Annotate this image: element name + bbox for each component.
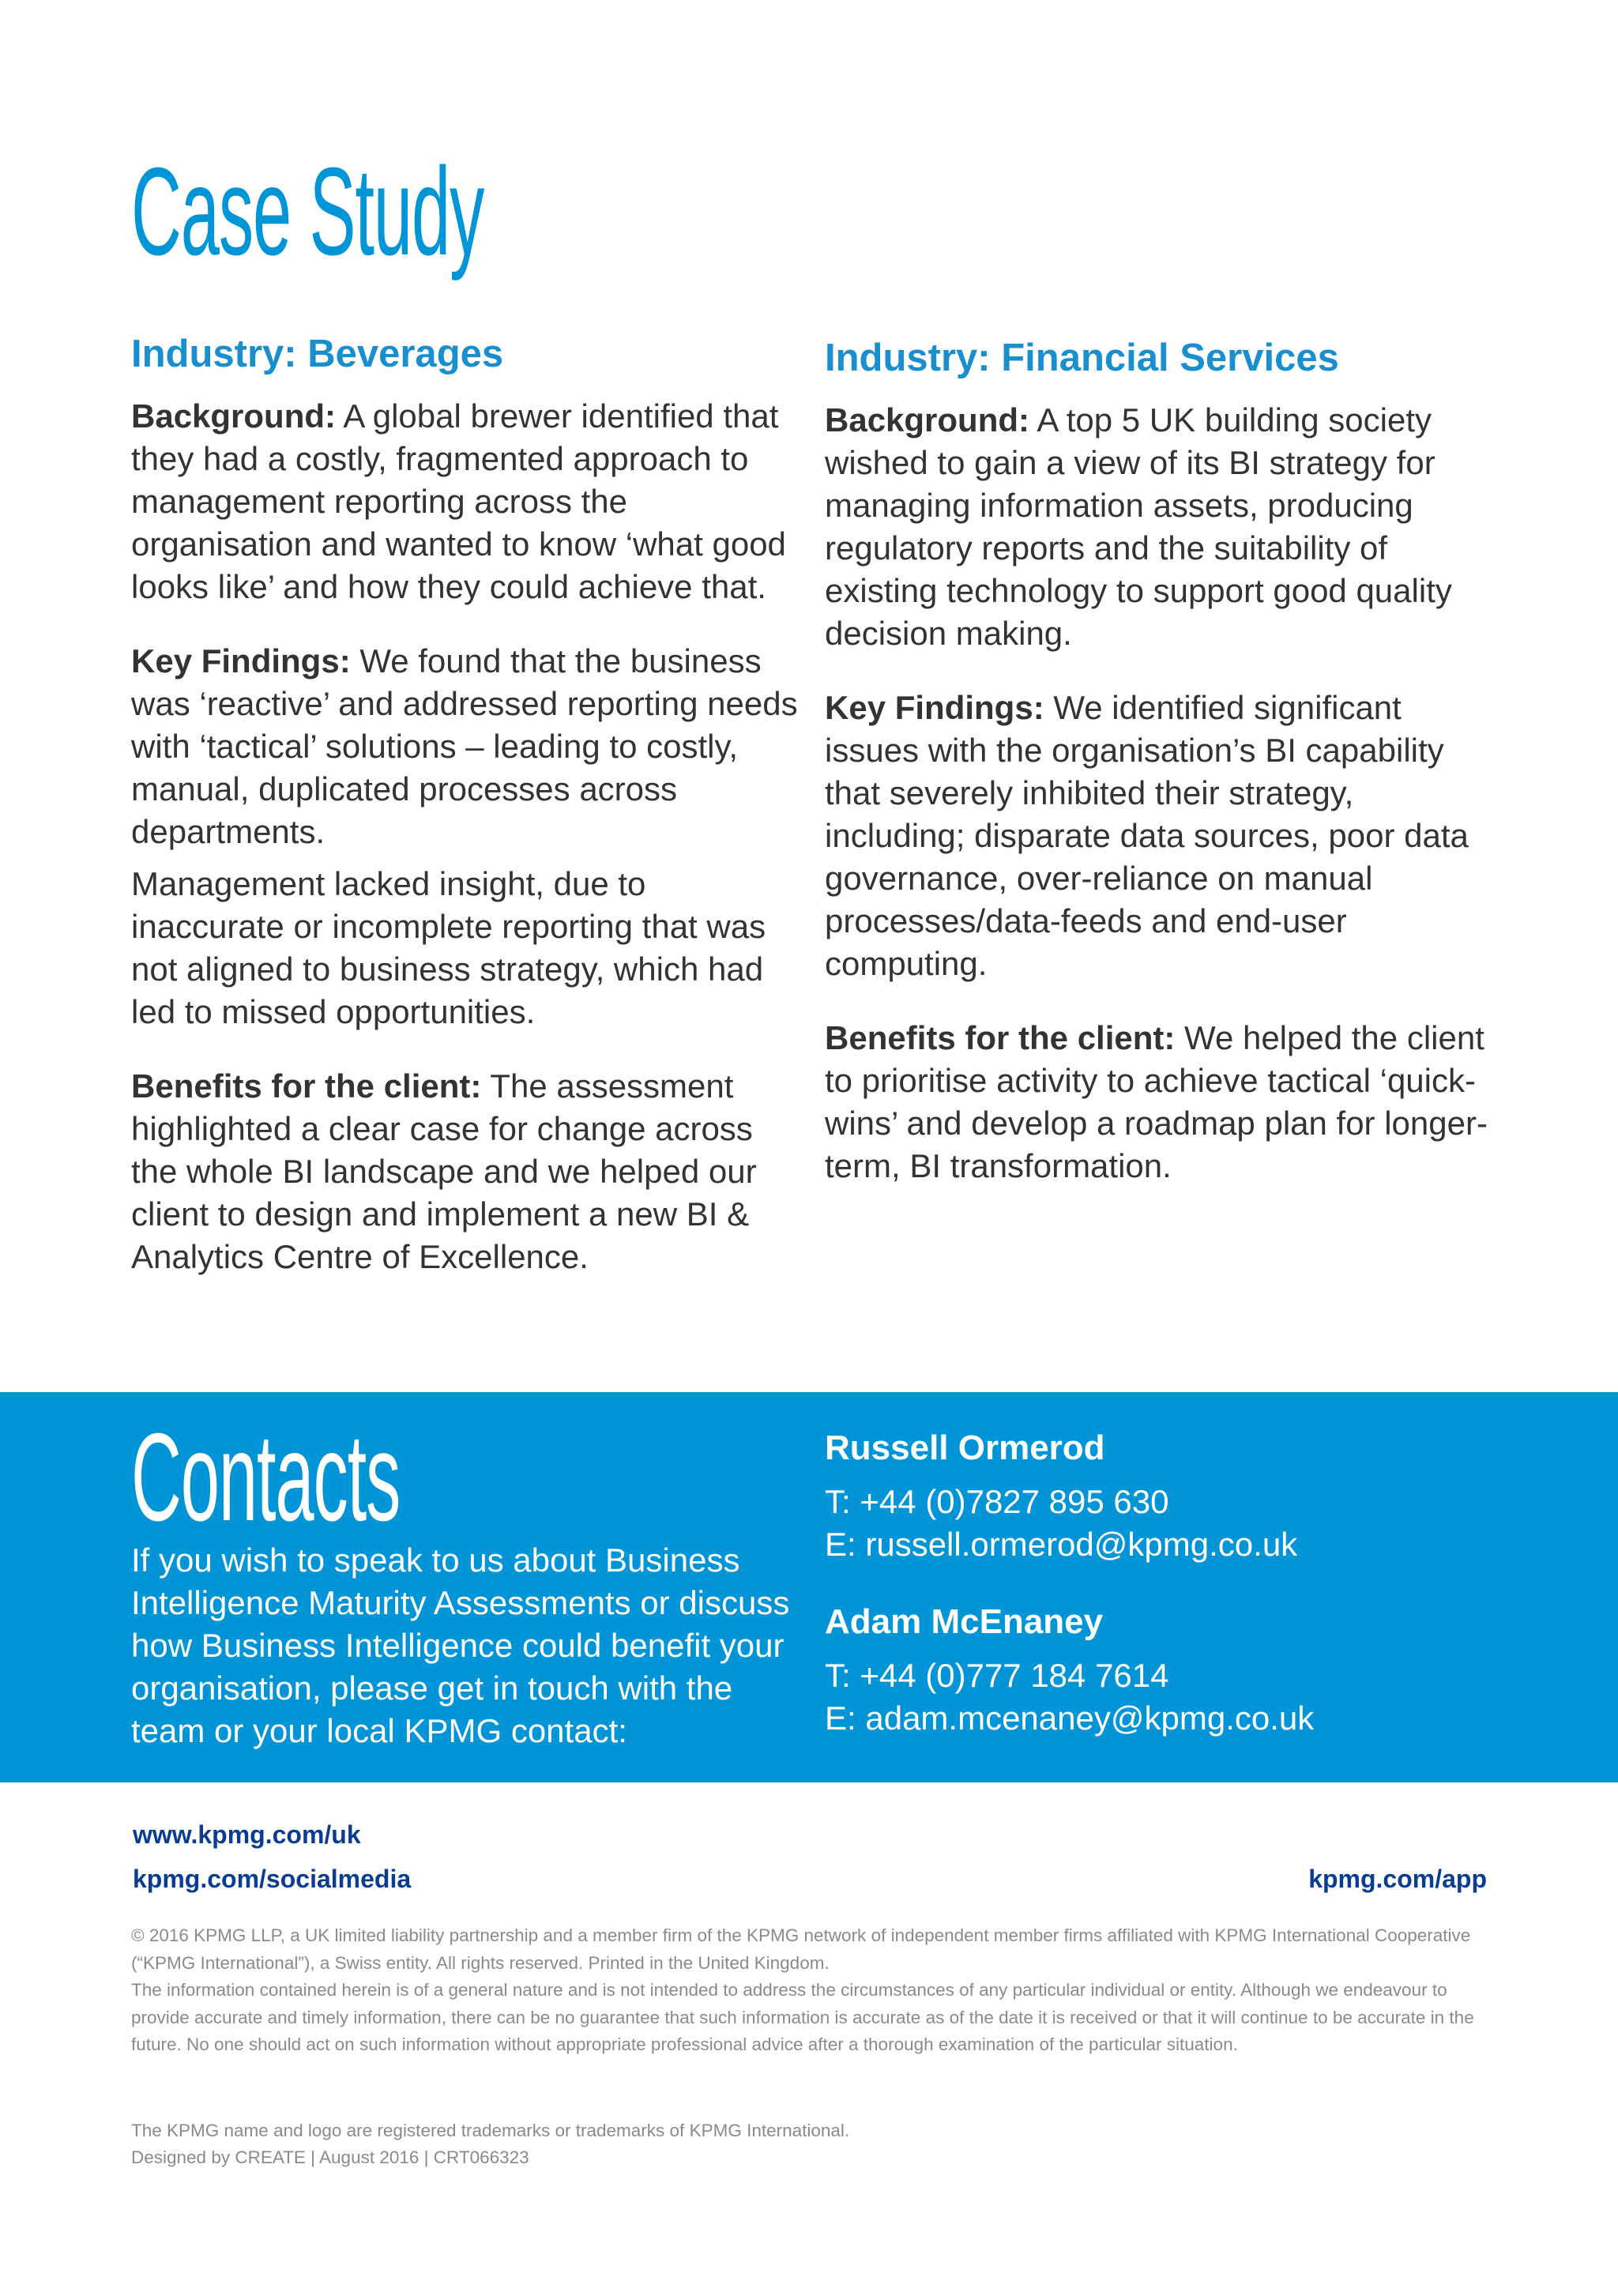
key-findings-text: We identified significant issues with the organisation’s BI capability that severely inhibited their strategy, including; disparate data sources, poor data governance, over-reliance on manual processes/data-feeds and end-user computing. [825, 689, 1469, 982]
contact-name: Russell Ormerod [825, 1428, 1105, 1467]
page-title: Case Study [131, 142, 484, 281]
key-findings-label: Key Findings: [131, 642, 351, 679]
benefits-label: Benefits for the client: [131, 1067, 482, 1105]
design-credit: Designed by CREATE | August 2016 | CRT066323 [131, 2147, 529, 2167]
key-findings-label: Key Findings: [825, 689, 1044, 726]
contact-phone[interactable]: T: +44 (0)777 184 7614 [825, 1657, 1169, 1694]
key-findings-text: We found that the business was ‘reactive’ and addressed reporting needs with ‘tactical’ solutions – leading to costly, manual, duplicated processes across departments. [131, 642, 798, 850]
case-study-beverages [131, 330, 803, 1310]
trademark-notice: The KPMG name and logo are registered trademarks or trademarks of KPMG International. [131, 2121, 850, 2140]
case-study-financial-services [825, 334, 1496, 1219]
key-findings-paragraph [825, 687, 1496, 985]
industry-heading: Industry: Financial Services [825, 337, 1339, 379]
background-paragraph [825, 399, 1496, 655]
benefits-paragraph [131, 1065, 803, 1278]
benefits-text: The assessment highlighted a clear case for change across the whole BI landscape and we helped our client to design and implement a new BI & Analytics Centre of Excellence. [131, 1067, 757, 1275]
contacts-band [0, 1392, 1618, 1782]
background-label: Background: [825, 401, 1030, 438]
website-link[interactable]: www.kpmg.com/uk [133, 1820, 361, 1849]
background-paragraph [131, 395, 803, 608]
contact-email[interactable]: E: russell.ormerod@kpmg.co.uk [825, 1526, 1298, 1563]
contact-name: Adam McEnaney [825, 1602, 1104, 1641]
contacts-title: Contacts [131, 1408, 401, 1547]
contact-card [825, 1427, 1536, 1566]
contact-phone[interactable]: T: +44 (0)7827 895 630 [825, 1483, 1169, 1520]
app-link[interactable]: kpmg.com/app [1308, 1865, 1487, 1893]
benefits-paragraph [825, 1017, 1496, 1188]
copyright-notice: © 2016 KPMG LLP, a UK limited liability partnership and a member firm of the KPMG network of independent member firms affiliated with KPMG International Cooperative (“KPMG International”), a Swiss entity. All rights reserved. Printed in the United Kingdom. [131, 1925, 1471, 1973]
background-label: Background: [131, 397, 337, 435]
benefits-text: We helped the client to prioritise activity to achieve tactical ‘quick-wins’ and develop a roadmap plan for longer-term, BI transformation. [825, 1019, 1488, 1184]
social-media-link[interactable]: kpmg.com/socialmedia [133, 1865, 412, 1893]
contact-card [825, 1601, 1536, 1740]
key-findings-paragraph [131, 640, 803, 853]
background-text: A top 5 UK building society wished to gain a view of its BI strategy for managing information assets, producing regulatory reports and the suitability of existing technology to support good quality decision making. [825, 401, 1452, 652]
contacts-intro: If you wish to speak to us about Business Intelligence Maturity Assessments or discuss how Business Intelligence could benefit your organisation, please get in touch with the team or your local KPMG contact: [131, 1541, 790, 1749]
disclaimer: The information contained herein is of a general nature and is not intended to address the circumstances of any particular individual or entity. Although we endeavour to provide accurate and timely information, there can be no guarantee that such information is accurate as of the date it is received or that it will continue to be accurate in the future. No one should act on such information without appropriate professional advice after a thorough examination of the particular situation. [131, 1980, 1474, 2054]
industry-heading: Industry: Beverages [131, 333, 504, 375]
key-findings-paragraph-2: Management lacked insight, due to inaccurate or incomplete reporting that was not aligned to business strategy, which had led to missed opportunities. [131, 865, 766, 1030]
background-text: A global brewer identified that they had a costly, fragmented approach to management reporting across the organisation and wanted to know ‘what good looks like’ and how they could achieve that. [131, 397, 786, 605]
benefits-label: Benefits for the client: [825, 1019, 1176, 1056]
contact-email[interactable]: E: adam.mcenaney@kpmg.co.uk [825, 1699, 1315, 1737]
